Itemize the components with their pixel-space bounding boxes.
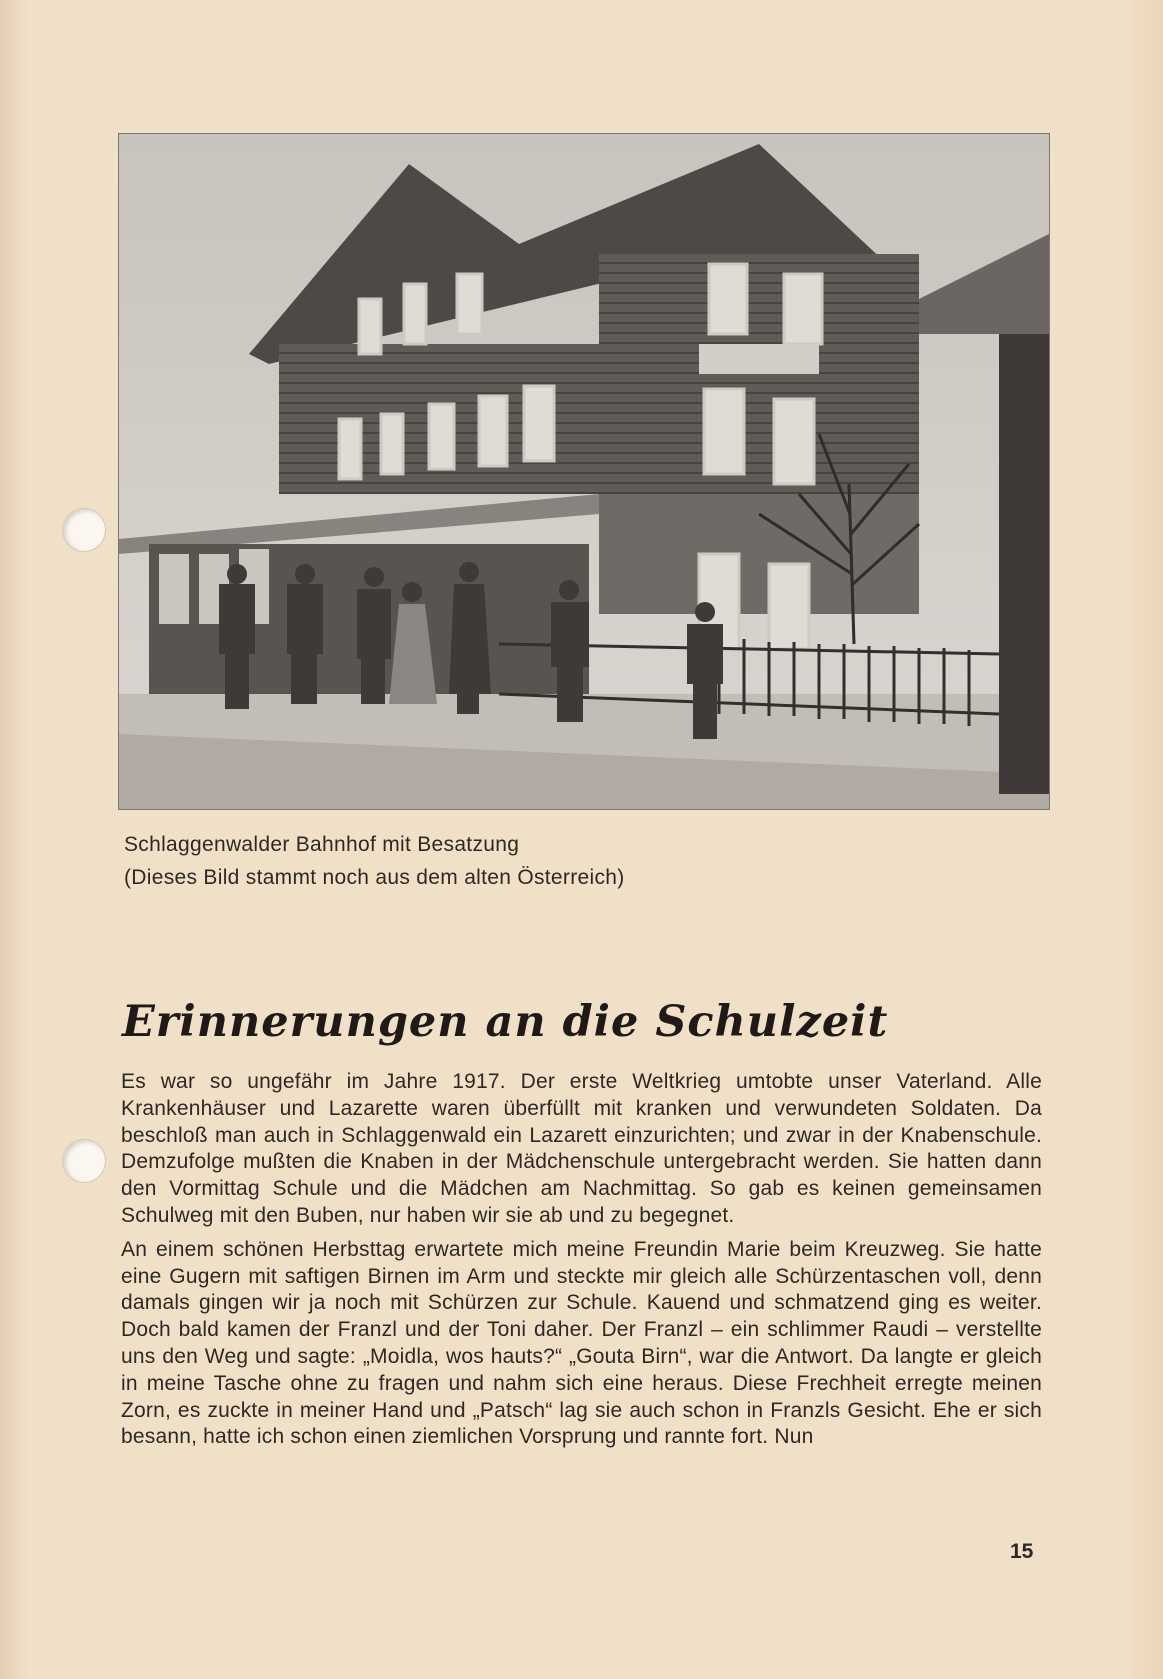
caption-line-2: (Dieses Bild stammt noch aus dem alten Österreich) — [124, 866, 625, 889]
article-heading: Erinnerungen an die Schulzeit — [122, 997, 889, 1047]
punch-hole-bottom — [62, 1139, 106, 1183]
photo-caption — [124, 828, 1024, 894]
punch-hole-top — [62, 508, 106, 552]
paragraph-1: Es war so ungefähr im Jahre 1917. Der erste Weltkrieg umtobte unser Vaterland. Alle Krankenhäuser und Lazarette waren überfüllt mit kranken und verwundeten Soldaten. Da beschloß man auch in Schlaggenwald ein Lazarett einzurichten; und zwar in der Knabenschule. Demzufolge mußten die Knaben in der Mädchenschule untergebracht werden. Sie hatten dann den Vormittag Schule und die Mädchen am Nachmittag. So gab es keinen gemeinsamen Schulweg mit den Buben, nur haben wir sie ab und zu begegnet. — [121, 1070, 1042, 1227]
caption-line-1: Schlaggenwalder Bahnhof mit Besatzung — [124, 833, 520, 856]
page-number: 15 — [1010, 1540, 1034, 1563]
station-photo — [118, 133, 1050, 810]
article-body — [121, 1069, 1042, 1458]
paragraph-2: An einem schönen Herbsttag erwartete mich meine Freundin Marie beim Kreuzweg. Sie hatte eine Gugern mit saftigen Birnen im Arm und steckte mir gleich alle Schürzentaschen voll, denn damals gingen wir ja noch mit Schürzen zur Schule. Kauend und schmatzend ging es weiter. Doch bald kamen der Franzl und der Toni daher. Der Franzl – ein schlimmer Raudi – verstellte uns den Weg und sagte: „Moidla, wos hauts?“ „Gouta Birn“, war die Antwort. Da langte er gleich in meine Tasche ohne zu fragen und nahm sich eine heraus. Diese Frechheit erregte meinen Zorn, es zuckte in meiner Hand und „Patsch“ lag sie auch schon in Franzls Gesicht. Ehe er sich besann, hatte ich schon einen ziemlichen Vorsprung und rannte fort. Nun — [121, 1237, 1042, 1449]
